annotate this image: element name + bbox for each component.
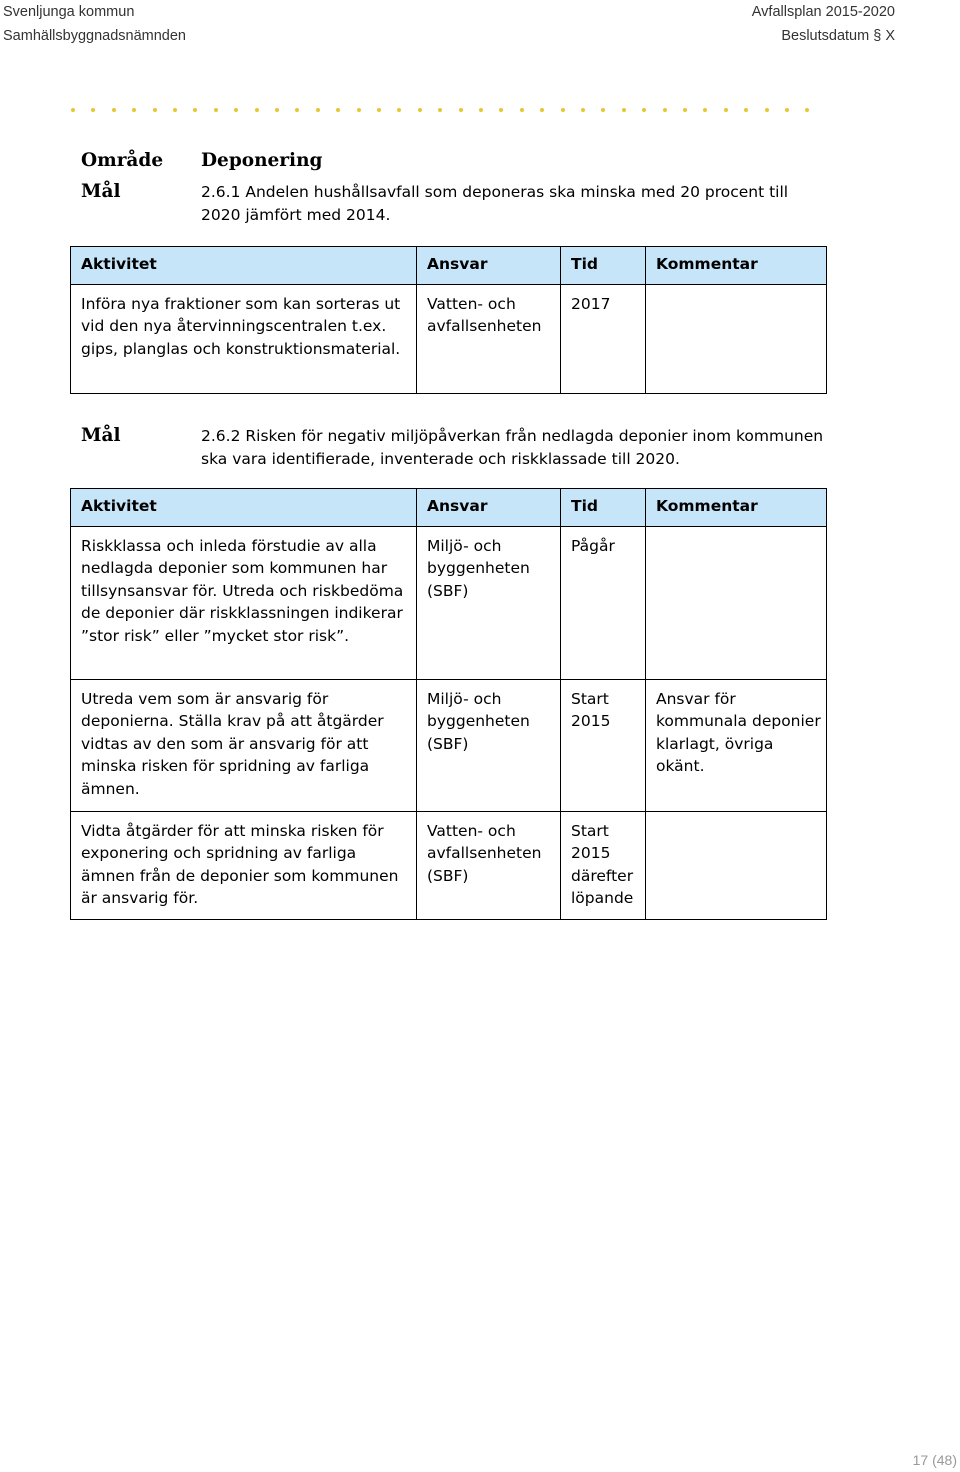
page-header-right bbox=[752, 0, 895, 48]
decision-reference: Beslutsdatum § X bbox=[781, 28, 895, 44]
org-name: Svenljunga kommun bbox=[3, 4, 135, 20]
header-time: Tid bbox=[561, 247, 646, 285]
table-header-row bbox=[71, 247, 827, 285]
header-responsible: Ansvar bbox=[417, 489, 561, 527]
divider-dot bbox=[71, 108, 75, 112]
divider-dot bbox=[744, 108, 748, 112]
divider-dot bbox=[255, 108, 259, 112]
cell-responsible: Miljö- och byggenheten (SBF) bbox=[417, 679, 561, 811]
divider-dot bbox=[459, 108, 463, 112]
divider-dot bbox=[581, 108, 585, 112]
divider-dot bbox=[438, 108, 442, 112]
cell-time: Start 2015 bbox=[561, 679, 646, 811]
cell-time: Pågår bbox=[561, 526, 646, 679]
area-label: Område bbox=[81, 150, 164, 171]
divider-dot bbox=[397, 108, 401, 112]
cell-comment bbox=[646, 526, 827, 679]
goal-label-1: Mål bbox=[81, 181, 121, 202]
cell-responsible: Miljö- och byggenheten (SBF) bbox=[417, 526, 561, 679]
divider-dot bbox=[214, 108, 218, 112]
department-name: Samhällsbyggnadsnämnden bbox=[3, 28, 186, 44]
divider-dot bbox=[540, 108, 544, 112]
divider-dot bbox=[683, 108, 687, 112]
page-header-left bbox=[3, 0, 186, 48]
divider-dot bbox=[601, 108, 605, 112]
area-value: Deponering bbox=[201, 150, 323, 171]
cell-activity: Utreda vem som är ansvarig för deponierna. Ställa krav på att åtgärder vidtas av den som är ansvarig för att minska risken för spridning av farliga ämnen. bbox=[71, 679, 417, 811]
goal-2-text: 2.6.2 Risken för negativ miljöpåverkan från nedlagda deponier inom kommunen ska vara identifierade, inventerade och riskklassade till 2020. bbox=[201, 427, 824, 468]
divider-dot bbox=[520, 108, 524, 112]
divider-dot bbox=[295, 108, 299, 112]
cell-comment bbox=[646, 284, 827, 393]
page-number: 17 (48) bbox=[912, 1452, 957, 1468]
divider-dot bbox=[561, 108, 565, 112]
cell-responsible: Vatten- och avfallsenheten bbox=[417, 284, 561, 393]
header-comment: Kommentar bbox=[646, 247, 827, 285]
document-title: Avfallsplan 2015-2020 bbox=[751, 4, 895, 20]
header-time: Tid bbox=[561, 489, 646, 527]
divider-dot bbox=[622, 108, 626, 112]
divider-dot bbox=[418, 108, 422, 112]
divider-dot bbox=[499, 108, 503, 112]
cell-activity: Riskklassa och inleda förstudie av alla nedlagda deponier som kommunen har tillsynsansvar för. Utreda och riskbedöma de deponier där riskklassningen indikerar ”stor risk” eller ”mycket stor risk”. bbox=[71, 526, 417, 679]
divider-dot bbox=[91, 108, 95, 112]
divider-dot bbox=[153, 108, 157, 112]
table-row bbox=[71, 679, 827, 811]
divider-dot bbox=[112, 108, 116, 112]
divider-dot bbox=[336, 108, 340, 112]
divider-dot bbox=[275, 108, 279, 112]
divider-dot bbox=[132, 108, 136, 112]
divider-dot bbox=[193, 108, 197, 112]
table-header-row bbox=[71, 489, 827, 527]
cell-activity: Vidta åtgärder för att minska risken för exponering och spridning av farliga ämnen från de deponier som kommunen är ansvarig för. bbox=[71, 811, 417, 919]
divider-dot bbox=[479, 108, 483, 112]
dotted-divider bbox=[66, 100, 826, 120]
divider-dot bbox=[765, 108, 769, 112]
divider-dot bbox=[724, 108, 728, 112]
cell-time: Start 2015 därefter löpande bbox=[561, 811, 646, 919]
divider-dot bbox=[805, 108, 809, 112]
cell-activity: Införa nya fraktioner som kan sorteras ut vid den nya återvinningscentralen t.ex. gips, planglas och konstruktionsmaterial. bbox=[71, 284, 417, 393]
cell-comment: Ansvar för kommunala deponier klarlagt, övriga okänt. bbox=[646, 679, 827, 811]
divider-dot bbox=[663, 108, 667, 112]
divider-dot bbox=[703, 108, 707, 112]
table-row bbox=[71, 811, 827, 919]
divider-dot bbox=[234, 108, 238, 112]
goal-1-text: 2.6.1 Andelen hushållsavfall som deponeras ska minska med 20 procent till 2020 jämfört med 2014. bbox=[201, 183, 789, 224]
header-activity: Aktivitet bbox=[71, 247, 417, 285]
divider-dot bbox=[357, 108, 361, 112]
divider-dot bbox=[173, 108, 177, 112]
activity-table-2 bbox=[70, 488, 827, 920]
divider-dot bbox=[785, 108, 789, 112]
activity-table-1 bbox=[70, 246, 827, 394]
divider-dot bbox=[642, 108, 646, 112]
table-row bbox=[71, 284, 827, 393]
divider-dot bbox=[377, 108, 381, 112]
table-row bbox=[71, 526, 827, 679]
header-comment: Kommentar bbox=[646, 489, 827, 527]
header-responsible: Ansvar bbox=[417, 247, 561, 285]
cell-responsible: Vatten- och avfallsenheten (SBF) bbox=[417, 811, 561, 919]
goal-label-2: Mål bbox=[81, 425, 121, 446]
cell-comment bbox=[646, 811, 827, 919]
divider-dot bbox=[316, 108, 320, 112]
header-activity: Aktivitet bbox=[71, 489, 417, 527]
cell-time: 2017 bbox=[561, 284, 646, 393]
